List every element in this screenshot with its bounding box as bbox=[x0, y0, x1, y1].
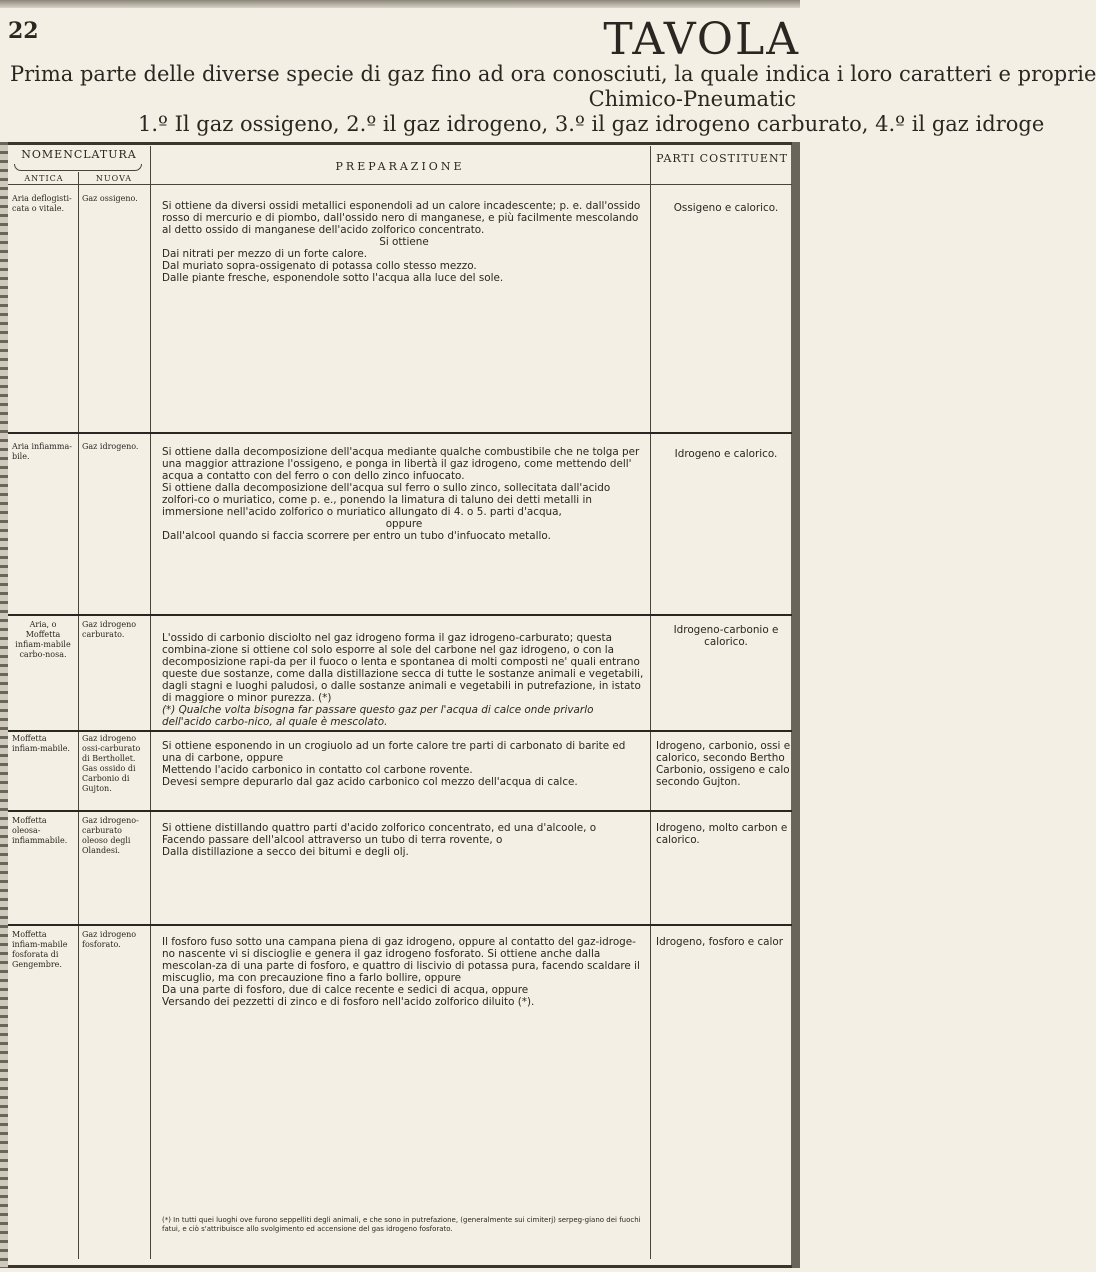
row-separator bbox=[8, 924, 792, 926]
row6-parti: Idrogeno, fosforo e calor bbox=[656, 936, 784, 948]
header-nomenclatura: NOMENCLATURA bbox=[21, 148, 137, 161]
prep-paragraph: Dalle piante fresche, esponendole sotto l'acqua alla luce del sole. bbox=[162, 272, 504, 284]
row-separator bbox=[8, 810, 792, 812]
prep-footnote: (*) Qualche volta bisogna far passare questo gaz per l'acqua di calce onde privarlo dell'acido carbo-nico, al quale è mescolato. bbox=[162, 704, 594, 728]
heading-line-3: 1.º Il gaz ossigeno, 2.º il gaz idrogeno, 3.º il gaz idrogeno carburato, 4.º il gaz idroge bbox=[138, 112, 1045, 136]
row5-preparazione bbox=[162, 822, 646, 858]
row2-antica: Aria infiamma-bile. bbox=[12, 442, 72, 461]
page-number: 22 bbox=[8, 18, 39, 44]
row1-parti: Ossigeno e calorico. bbox=[673, 202, 779, 214]
prep-paragraph: Il fosforo fuso sotto una campana piena di gaz idrogeno, oppure al contatto del gaz-idroge-no nascente vi si discioglie e genera il gaz idrogeno fosforato. Si ottiene anche dalla mescolan-za di una parte di fosforo, e quattro di liscivio di potassa pura, facendo scaldare il miscuglio, ma con precauzione fino a farlo bollire, oppure bbox=[162, 936, 640, 984]
row-separator bbox=[8, 614, 792, 616]
prep-paragraph: Mettendo l'acido carbonico in contatto col carbone rovente. bbox=[162, 764, 473, 776]
row2-parti: Idrogeno e calorico. bbox=[674, 448, 778, 460]
prep-paragraph: Si ottiene distillando quattro parti d'acido zolforico concentrato, ed una d'alcoole, o bbox=[162, 822, 597, 834]
row2-nuova: Gaz idrogeno. bbox=[82, 442, 139, 451]
prep-paragraph: Si ottiene da diversi ossidi metallici esponendoli ad un calore incadescente; p. e. dall'ossido rosso di mercurio e di piombo, dall'ossido nero di manganese, e più facilmente mescolando al detto ossido di manganese dell'acido zolforico concentrato. bbox=[162, 200, 641, 236]
row1-antica: Aria deflogisti-cata o vitale. bbox=[12, 194, 72, 213]
prep-paragraph: Si ottiene bbox=[379, 236, 429, 248]
prep-paragraph: Si ottiene dalla decomposizione dell'acqua mediante qualche combustibile che ne tolga per una maggior attrazione l'ossigeno, e ponga in libertà il gaz idrogeno, come mettendo dell' acqua a contatto con del ferro o con dello zinco infuocato. bbox=[162, 446, 640, 482]
header-preparazione: PREPARAZIONE bbox=[335, 160, 465, 173]
row4-nuova: Gaz idrogeno ossi-carburato di Berthollet. Gas ossido di Carbonio di Gujton. bbox=[82, 734, 141, 793]
row3-parti: Idrogeno-carbonio e calorico. bbox=[673, 624, 779, 648]
row3-nuova: Gaz idrogeno carburato. bbox=[82, 620, 137, 639]
prep-paragraph: Da una parte di fosforo, due di calce recente e sedici di acqua, oppure bbox=[162, 984, 529, 996]
top-border bbox=[0, 0, 800, 8]
prep-paragraph: Si ottiene dalla decomposizione dell'acqua sul ferro o sullo zinco, sollecitata dall'acido zolfori-co o muriatico, come p. e., ponendo la limatura di taluno dei detti metalli in immersione nell'acido zolforico o muriatico allungato di 4. o 5. parti d'acqua, bbox=[162, 482, 611, 518]
row5-antica: Moffetta oleosa-infiammabile. bbox=[12, 816, 68, 845]
prep-paragraph: oppure bbox=[385, 518, 423, 530]
footnote: (*) In tutti quei luoghi ove furono seppelliti degli animali, e che sono in putrefazione, (generalmente sui cimiterj) serpeg-giano dei fuochi fatui, e ciò s'attribuisce allo svolgimento ed accensione del gas idrogeno fosforato. bbox=[162, 1216, 641, 1233]
right-page-edge bbox=[791, 142, 800, 1268]
header-brace bbox=[14, 164, 142, 171]
prep-paragraph: Devesi sempre depurarlo dal gaz acido carbonico col mezzo dell'acqua di calce. bbox=[162, 776, 578, 788]
column-divider bbox=[650, 146, 651, 1259]
row4-preparazione bbox=[162, 740, 646, 788]
header-parti-costituenti: PARTI COSTITUENT bbox=[656, 152, 788, 165]
prep-paragraph: Si ottiene esponendo in un crogiuolo ad un forte calore tre parti di carbonato di barite ed una di carbone, oppure bbox=[162, 740, 626, 764]
left-page-edge bbox=[0, 142, 8, 1268]
header-rule bbox=[8, 184, 792, 185]
row4-antica: Moffetta infiam-mabile. bbox=[12, 734, 70, 753]
row5-parti: Idrogeno, molto carbon e calorico. bbox=[656, 822, 788, 846]
header-antica: ANTICA bbox=[24, 174, 64, 183]
row6-nuova: Gaz idrogeno fosforato. bbox=[82, 930, 137, 949]
row3-antica: Aria, o Moffetta infiam-mabile carbo-nosa. bbox=[15, 620, 71, 659]
prep-paragraph: Dalla distillazione a secco dei bitumi e degli olj. bbox=[162, 846, 409, 858]
row5-nuova: Gaz idrogeno-carburato oleoso degli Olandesi. bbox=[82, 816, 139, 855]
row1-preparazione bbox=[162, 200, 646, 284]
row2-preparazione bbox=[162, 446, 646, 542]
heading-line-1: Prima parte delle diverse specie di gaz fino ad ora conosciuti, la quale indica i loro caratteri e proprie bbox=[10, 62, 1096, 86]
column-divider bbox=[78, 172, 79, 1259]
prep-paragraph: Dall'alcool quando si faccia scorrere per entro un tubo d'infuocato metallo. bbox=[162, 530, 551, 542]
row6-preparazione bbox=[162, 936, 646, 1008]
header-nuova: NUOVA bbox=[95, 174, 133, 183]
column-divider bbox=[150, 146, 151, 1259]
prep-paragraph: Versando dei pezzetti di zinco e di fosforo nell'acido zolforico diluito (*). bbox=[162, 996, 535, 1008]
prep-paragraph: Dal muriato sopra-ossigenato di potassa collo stesso mezzo. bbox=[162, 260, 477, 272]
row3-preparazione bbox=[162, 632, 646, 728]
row4-parti: Idrogeno, carbonio, ossi e calorico, secondo Bertho Carbonio, ossigeno e calo secondo Gujton. bbox=[656, 740, 791, 788]
row-separator bbox=[8, 730, 792, 732]
row-separator bbox=[8, 432, 792, 434]
plate-title: TAVOLA bbox=[603, 14, 800, 65]
prep-paragraph: Dai nitrati per mezzo di un forte calore. bbox=[162, 248, 368, 260]
prep-paragraph: L'ossido di carbonio disciolto nel gaz idrogeno forma il gaz idrogeno-carburato; questa combina-zione si ottiene col solo esporre al sole del carbone nel gaz idrogeno, o con la decomposizione rapi-da per il fuoco o lenta e spontanea di molti composti ne' quali entrano queste due sostanze, come dalla distillazione secca di tutte le sostanze animali e vegetabili, dagli stagni e luoghi paludosi, o dalle sostanze animali e vegetabili in putrefazione, in istato di maggiore o minor purezza. (*) bbox=[162, 632, 644, 704]
heading-line-2: Chimico-Pneumatic bbox=[588, 87, 796, 111]
row6-antica: Moffetta infiam-mabile fosforata di Gengembre. bbox=[12, 930, 68, 969]
prep-paragraph: Facendo passare dell'alcool attraverso un tubo di terra rovente, o bbox=[162, 834, 503, 846]
row1-nuova: Gaz ossigeno. bbox=[82, 194, 138, 203]
